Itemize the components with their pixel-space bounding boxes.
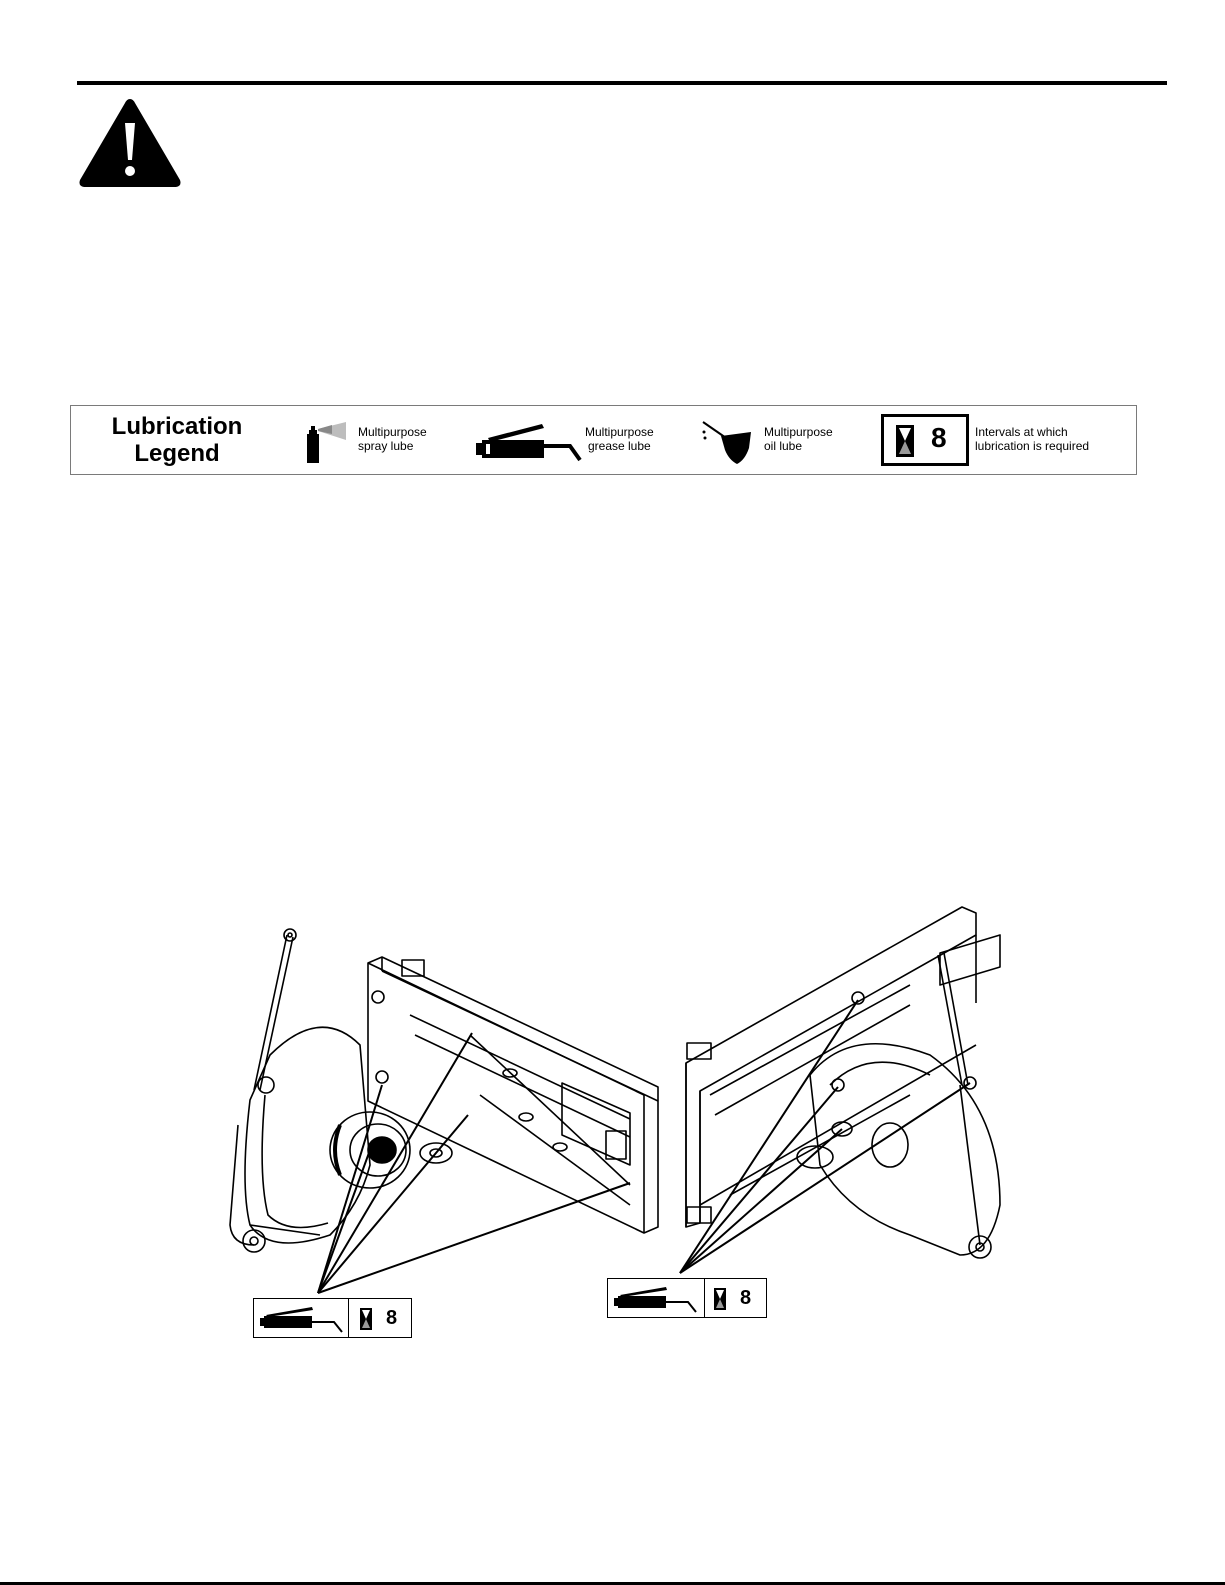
interval-value: 8 xyxy=(931,422,947,453)
hourglass-icon xyxy=(360,1308,372,1330)
grease-gun-icon xyxy=(474,420,586,464)
right-view xyxy=(680,907,1000,1273)
hourglass-icon xyxy=(896,425,914,457)
right-callout-interval: 8 xyxy=(740,1287,752,1309)
legend-oil-text: Multipurpose oil lube xyxy=(764,425,833,453)
legend-interval-text: Intervals at which lubrication is required xyxy=(975,425,1090,453)
oil-can-icon xyxy=(699,418,757,466)
lubrication-legend xyxy=(70,405,1137,475)
hourglass-icon xyxy=(714,1288,726,1310)
left-callout-interval: 8 xyxy=(386,1307,398,1329)
top-rule xyxy=(77,81,1167,85)
left-lube-callout xyxy=(253,1298,412,1338)
right-lube-callout xyxy=(607,1278,767,1318)
left-view xyxy=(230,929,658,1293)
grease-gun-icon xyxy=(258,1305,346,1333)
spray-can-icon xyxy=(304,420,352,464)
legend-spray-text: Multipurpose spray lube xyxy=(358,425,427,453)
warning-triangle-icon xyxy=(76,96,184,190)
interval-symbol xyxy=(881,414,969,466)
legend-grease-text: Multipurpose grease lube xyxy=(585,425,654,453)
legend-title: Lubrication Legend xyxy=(111,413,243,467)
grease-gun-icon xyxy=(612,1285,700,1313)
